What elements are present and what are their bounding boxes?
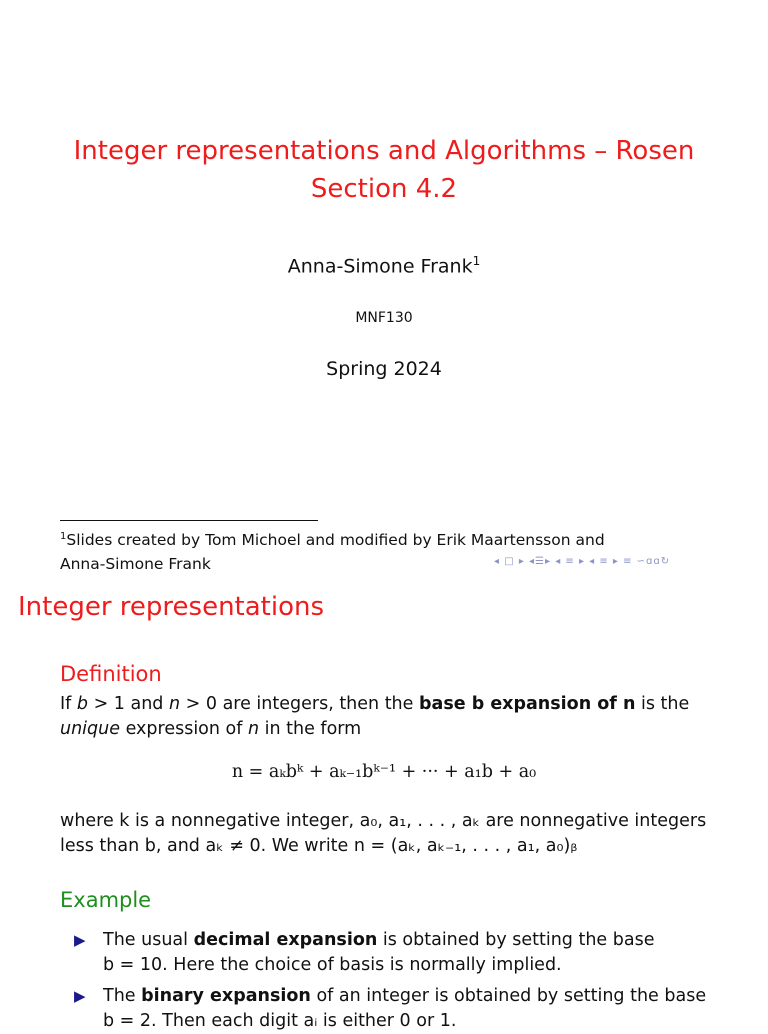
bullet-triangle-icon: ▶ xyxy=(74,987,86,1005)
author xyxy=(0,254,768,277)
footnote-line-1: Slides created by Tom Michoel and modified by Erik Maartensson and xyxy=(66,531,605,550)
def-italic-unique: unique xyxy=(60,719,121,739)
slide-title-line-1: Integer representations and Algorithms – Rosen xyxy=(73,136,695,166)
beamer-navigation-icons[interactable]: ◂ □ ▸ ◂☰▸ ◂ ≡ ▸ ◂ ≡ ▸ ≡ ∽ɑɑ↻ xyxy=(494,556,671,567)
var-n: n xyxy=(168,694,181,714)
list-item: ▶ The usual decimal expansion is obtained by setting the base b = 10. Here the choice of basis is normally implied. xyxy=(74,930,655,975)
definition-where-text xyxy=(60,809,710,859)
footnote xyxy=(60,525,700,576)
where-line-1: where k is a nonnegative integer, a₀, a₁, . . . , aₖ are nonnegative integers xyxy=(60,811,707,831)
definition-heading: Definition xyxy=(60,662,162,686)
def-bold-term: base b expansion of n xyxy=(418,694,636,714)
definition-text: If b > 1 and n > 0 are integers, then the base b expansion of n is the unique expression of n in the form xyxy=(60,694,690,739)
author-footnote-mark: 1 xyxy=(472,254,481,268)
footnote-mark: 1 xyxy=(60,531,67,542)
var-b: b xyxy=(76,694,88,714)
course-code: MNF130 xyxy=(355,310,413,326)
list-item: ▶ The binary expansion of an integer is obtained by setting the base b = 2. Then each digit aᵢ is either 0 or 1. xyxy=(74,986,707,1031)
date: Spring 2024 xyxy=(326,358,442,380)
footnote-rule xyxy=(60,520,318,521)
footnote-line-2: Anna-Simone Frank xyxy=(60,555,211,574)
section-title: Integer representations xyxy=(18,592,325,622)
author-name: Anna-Simone Frank xyxy=(287,255,473,278)
example-heading: Example xyxy=(60,888,152,912)
expansion-formula: n = aₖbᵏ + aₖ₋₁bᵏ⁻¹ + ··· + a₁b + a₀ xyxy=(231,762,537,782)
where-line-2: less than b, and aₖ ≠ 0. We write n = (aₖ, aₖ₋₁, . . . , a₁, a₀)ᵦ xyxy=(60,836,578,856)
slide-title-line-2: Section 4.2 xyxy=(310,174,458,204)
bullet-triangle-icon: ▶ xyxy=(74,931,86,949)
slide-title xyxy=(40,132,728,208)
